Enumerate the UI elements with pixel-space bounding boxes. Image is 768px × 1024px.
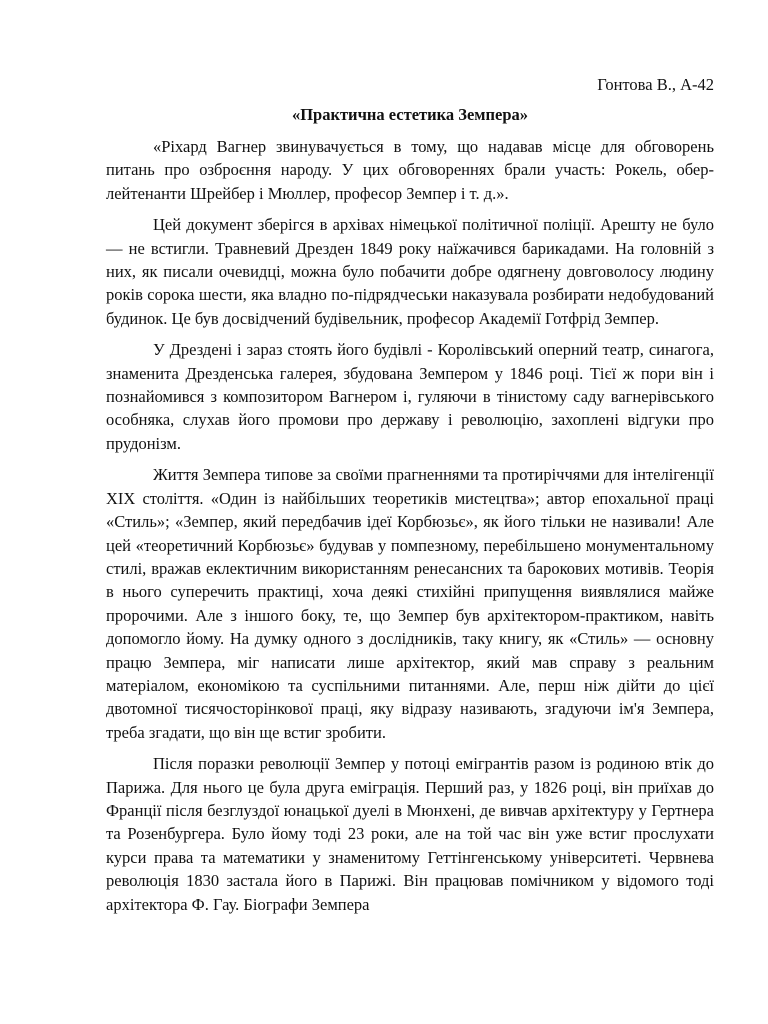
paragraph-5: Після поразки революції Земпер у потоці емігрантів разом із родиною втік до Парижа. Для нього це була друга еміграція. Перший раз, у 1826 році, він приїхав до Франції після безглуздої юнацької дуелі в Мюнхені, де вивчав архітектуру у Гертнера та Розенбургера. Було йому тоді 23 роки, але на той час він уже встиг прослухати курси права та математики у знаменитому Геттінгенському університеті. Червнева революція 1830 застала його в Парижі. Він працював помічником у відомого тоді архітектора Ф. Гау. Біографи Земпера xyxy=(106,754,714,914)
document-title: «Практична естетика Земпера» xyxy=(291,105,529,124)
paragraph-3: У Дрездені і зараз стоять його будівлі - Королівський оперний театр, синагога, знаменита Дрезденська галерея, збудована Земпером у 1846 році. Тієї ж пори він і познайомився з композитором Вагнером і, гуляючи в тінистому саду вагнерівського особняка, слухав його промови про державу і революцію, захоплені відгуки про прудонізм. xyxy=(106,340,714,453)
paragraph-1: «Ріхард Вагнер звинувачується в тому, що надавав місце для обговорень питань про озброєння народу. У цих обговореннях брали участь: Рокель, обер-лейтенанти Шрейбер і Мюллер, професор Земпер і т. д.». xyxy=(106,137,714,203)
paragraph-2: Цей документ зберігся в архівах німецької політичної поліції. Арешту не було — не встигли. Травневий Дрезден 1849 року наїжачився барикадами. На головній з них, як писали очевидці, можна було побачити добре одягнену довговолосу людину років сорока шести, яка владно по-підрядчеськи наказувала розбирати недобудований будинок. Це був досвідчений будівельник, професор Академії Готфрід Земпер. xyxy=(106,215,714,328)
author-line: Гонтова В., А-42 xyxy=(597,75,714,94)
paragraph-4: Життя Земпера типове за своїми прагненнями та протиріччями для інтелігенції XIX століття. «Один із найбільших теоретиків мистецтва»; автор епохальної праці «Стиль»; «Земпер, який передбачив ідеї Корбюзьє», як його тільки не називали! Але цей «теоретичний Корбюзьє» будував у помпезному, перебільшено монументальному стилі, вражав еклектичним використанням ренесансних та барокових мотивів. Теорія в нього суперечить практиці, хоча деякі стихійні припущення виявлялися майже пророчими. Але з іншого боку, те, що Земпер був архітектором-практиком, навіть допомогло йому. На думку одного з дослідників, таку книгу, як «Стиль» — основну працю Земпера, міг написати лише архітектор, який мав справу з реальним матеріалом, економікою та суспільними питаннями. Але, перш ніж дійти до цієї двотомної тисячосторінкової праці, яку відразу називають, згадуючи ім'я Земпера, треба згадати, що він ще встиг зробити. xyxy=(106,465,714,742)
